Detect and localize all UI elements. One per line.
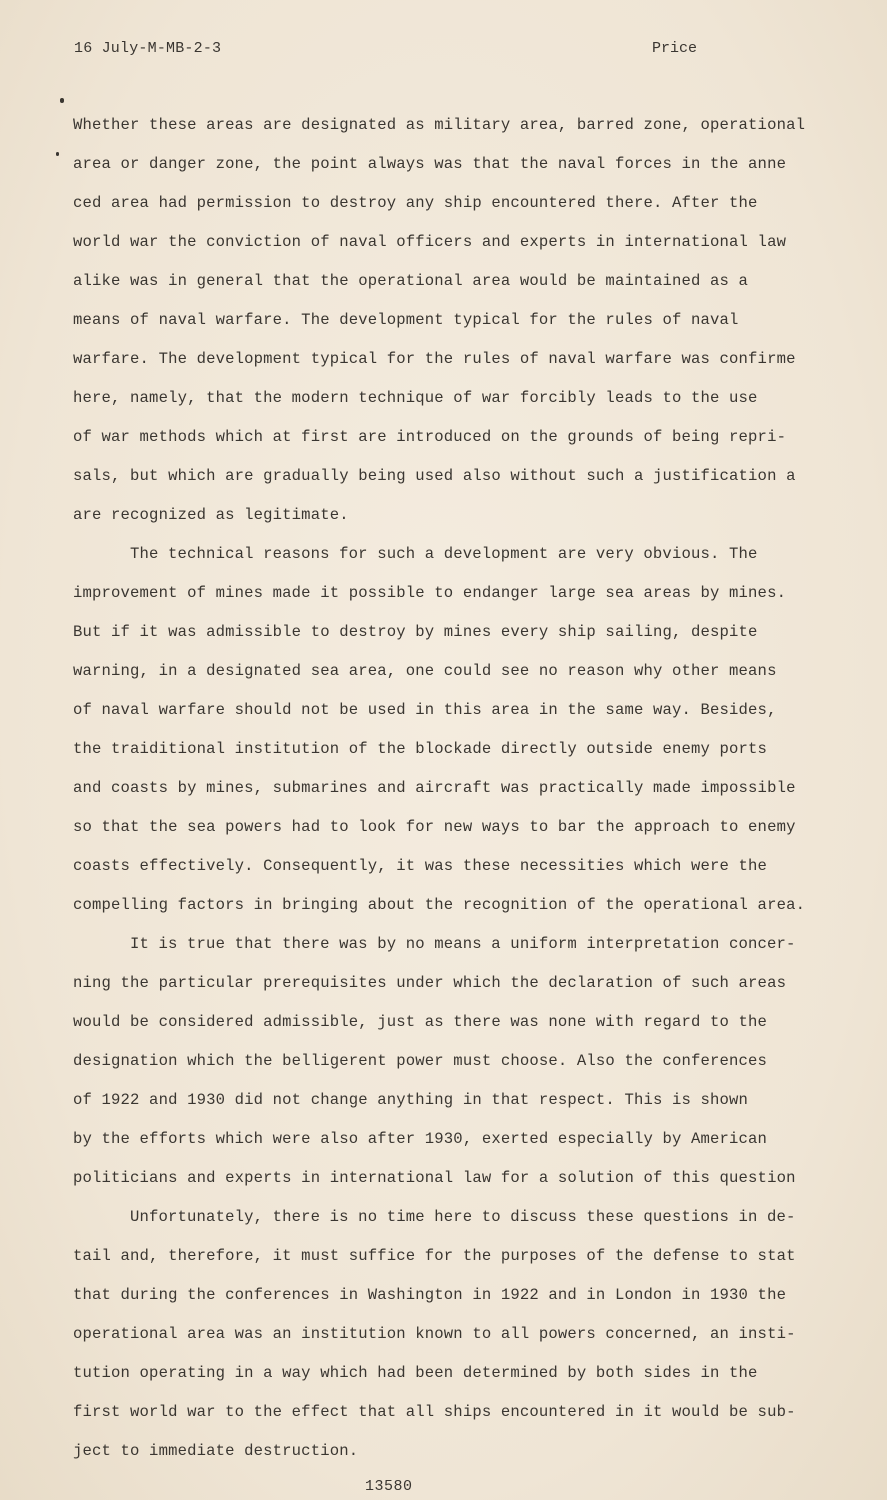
text-line: the traiditional institution of the blockade directly outside enemy ports [73,740,768,758]
text-line: so that the sea powers had to look for new ways to bar the approach to enemy [73,818,796,836]
text-line: alike was in general that the operational area would be maintained as a [73,272,749,290]
text-line: But if it was admissible to destroy by mines every ship sailing, despite [73,623,758,641]
text-line: first world war to the effect that all ships encountered in it would be sub- [73,1403,796,1421]
witness-name: Price [652,40,698,57]
text-line: operational area was an institution known to all powers concerned, an insti- [73,1325,796,1343]
text-line: Unfortunately, there is no time here to discuss these questions in de- [130,1208,796,1226]
text-line: means of naval warfare. The development typical for the rules of naval [73,311,739,329]
text-line: sals, but which are gradually being used also without such a justification a [73,467,796,485]
document-reference: 16 July-M-MB-2-3 [74,40,222,57]
text-line: are recognized as legitimate. [73,506,349,524]
margin-mark [56,152,59,156]
text-line: ning the particular prerequisites under which the declaration of such areas [73,974,787,992]
text-line: improvement of mines made it possible to endanger large sea areas by mines. [73,584,787,602]
text-line: tail and, therefore, it must suffice for the purposes of the defense to stat [73,1247,796,1265]
text-line: compelling factors in bringing about the recognition of the operational area. [73,896,806,914]
text-line: politicians and experts in international law for a solution of this question [73,1169,796,1187]
text-line: warning, in a designated sea area, one could see no reason why other means [73,662,777,680]
text-line: by the efforts which were also after 1930, exerted especially by American [73,1130,768,1148]
text-line: of naval warfare should not be used in this area in the same way. Besides, [73,701,777,719]
text-line: Whether these areas are designated as military area, barred zone, operational [73,116,806,134]
text-line: warfare. The development typical for the rules of naval warfare was confirme [73,350,796,368]
text-line: that during the conferences in Washington in 1922 and in London in 1930 the [73,1286,787,1304]
text-line: coasts effectively. Consequently, it was these necessities which were the [73,857,768,875]
text-line: of 1922 and 1930 did not change anything in that respect. This is shown [73,1091,749,1109]
text-line: would be considered admissible, just as there was none with regard to the [73,1013,768,1031]
text-line: here, namely, that the modern technique of war forcibly leads to the use [73,389,758,407]
text-line: area or danger zone, the point always was that the naval forces in the anne [73,155,787,173]
text-line: of war methods which at first are introduced on the grounds of being repri- [73,428,787,446]
text-line: designation which the belligerent power must choose. Also the conferences [73,1052,768,1070]
text-line: world war the conviction of naval officers and experts in international law [73,233,787,251]
text-line: ject to immediate destruction. [73,1442,359,1460]
page-number: 13580 [365,1478,413,1495]
text-line: The technical reasons for such a development are very obvious. The [130,545,758,563]
text-line: It is true that there was by no means a uniform interpretation concer- [130,935,796,953]
text-line: and coasts by mines, submarines and aircraft was practically made impossible [73,779,796,797]
text-line: ced area had permission to destroy any ship encountered there. After the [73,194,758,212]
text-line: tution operating in a way which had been determined by both sides in the [73,1364,758,1382]
margin-mark [60,98,64,103]
